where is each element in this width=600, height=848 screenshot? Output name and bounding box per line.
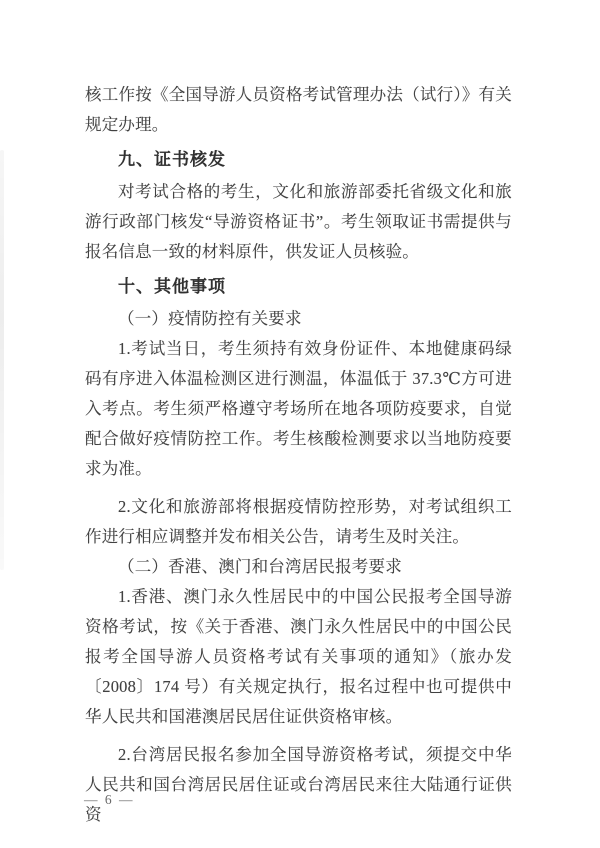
body-paragraph: 2.文化和旅游部将根据疫情防控形势，对考试组织工作进行相应调整并发布相关公告，请考生及时关注。	[85, 497, 512, 546]
body-paragraph: 1.香港、澳门永久性居民中的中国公民报考全国导游资格考试，按《关于香港、澳门永久性居民中的中国公民报考全国导游人员资格考试有关事项的通知》（旅办发〔2008〕174 号）有关规定执行，报名过程中也可提供中华人民共和国港澳居民居住证供资格审核。	[85, 587, 512, 726]
section-heading: 九、证书核发	[118, 150, 226, 169]
body-paragraph: 对考试合格的考生，文化和旅游部委托省级文化和旅游行政部门核发“导游资格证书”。考生领取证书需提供与报名信息一致的材料原件，供发证人员核验。	[85, 182, 512, 261]
page-number: — 6 —	[84, 792, 135, 807]
sub-section-heading: （二）香港、澳门和台湾居民报考要求	[118, 557, 402, 576]
body-paragraph: 1.考试当日，考生须持有效身份证件、本地健康码绿码有序进入体温检测区进行测温，体温低于 37.3℃方可进入考点。考生须严格遵守考场所在地各项防疫要求，自觉配合做好疫情防控工作。考生核酸检测要求以当地防疫要求为准。	[85, 339, 512, 478]
continued-paragraph: 核工作按《全国导游人员资格考试管理办法（试行）》有关规定办理。	[85, 85, 512, 134]
sub-section-heading: （一）疫情防控有关要求	[118, 309, 302, 328]
body-paragraph: 2.台湾居民报名参加全国导游资格考试，须提交中华人民共和国台湾居民居住证或台湾居民来往大陆通行证供资	[85, 745, 512, 824]
scan-artifact	[0, 150, 4, 570]
document-body	[85, 80, 512, 830]
section-heading: 十、其他事项	[118, 277, 226, 296]
